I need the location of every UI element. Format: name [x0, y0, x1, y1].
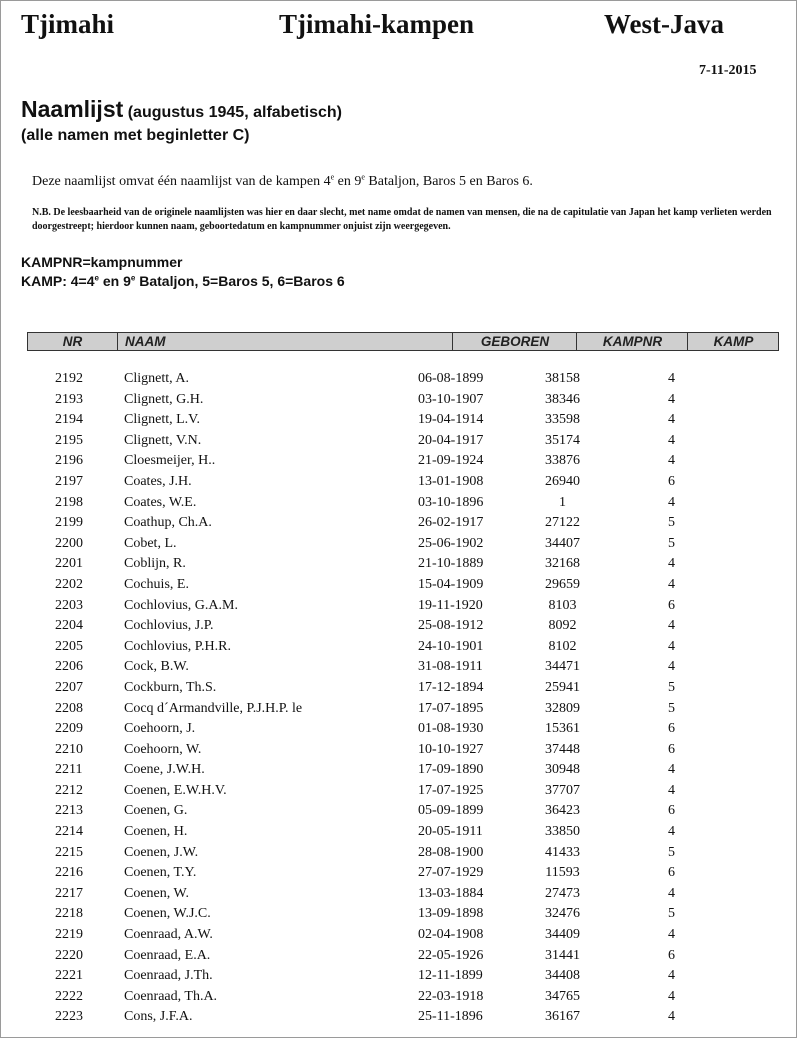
cell-kamp: 4: [668, 638, 675, 654]
cell-nr: 2211: [55, 762, 83, 778]
cell-kampnr: 25941: [545, 679, 580, 695]
cell-kampnr: 34409: [545, 927, 580, 943]
cell-naam: Clignett, V.N.: [124, 432, 202, 448]
cell-geboren: 13-03-1884: [418, 885, 484, 901]
legend-part-2: en 9: [98, 273, 131, 289]
cell-geboren: 28-08-1900: [418, 844, 484, 860]
cell-nr: 2200: [55, 535, 83, 551]
cell-nr: 2197: [55, 473, 83, 489]
cell-geboren: 25-08-1912: [418, 618, 484, 634]
table-row: [1, 659, 797, 680]
cell-kamp: 4: [668, 453, 675, 469]
page-title: [21, 96, 342, 123]
cell-nr: 2204: [55, 618, 83, 634]
table-header: [27, 332, 779, 351]
cell-kamp: 4: [668, 576, 675, 592]
cell-naam: Cock, B.W.: [124, 659, 189, 675]
cell-geboren: 13-09-1898: [418, 906, 484, 922]
table-row: [1, 1009, 797, 1030]
intro-superscript-1: e: [330, 172, 335, 182]
cell-kamp: 4: [668, 824, 675, 840]
table-row: [1, 968, 797, 989]
cell-kampnr: 35174: [545, 432, 580, 448]
table-row: [1, 845, 797, 866]
name-list-table-body: [1, 371, 797, 1030]
cell-nr: 2210: [55, 741, 83, 757]
legend-kamp: [21, 273, 345, 289]
table-row: [1, 371, 797, 392]
cell-nr: 2209: [55, 721, 83, 737]
cell-kampnr: 8102: [548, 638, 577, 654]
table-row: [1, 536, 797, 557]
cell-geboren: 15-04-1909: [418, 576, 484, 592]
cell-kampnr: 8103: [548, 597, 577, 613]
cell-geboren: 26-02-1917: [418, 515, 484, 531]
cell-naam: Clignett, A.: [124, 371, 189, 386]
cell-geboren: 21-09-1924: [418, 453, 484, 469]
intro-part-1: Deze naamlijst omvat één naamlijst van de kampen 4: [32, 174, 331, 189]
intro-text: [32, 174, 533, 190]
table-row: [1, 721, 797, 742]
table-row: [1, 989, 797, 1010]
cell-geboren: 06-08-1899: [418, 371, 484, 386]
cell-kamp: 5: [668, 535, 675, 551]
cell-naam: Cochlovius, G.A.M.: [124, 597, 238, 613]
cell-kampnr: 30948: [545, 762, 580, 778]
cell-naam: Cochlovius, J.P.: [124, 618, 214, 634]
cell-geboren: 02-04-1908: [418, 927, 484, 943]
table-row: [1, 824, 797, 845]
cell-nr: 2213: [55, 803, 83, 819]
cell-nr: 2217: [55, 885, 83, 901]
cell-kamp: 6: [668, 597, 675, 613]
cell-kampnr: 31441: [545, 947, 580, 963]
cell-kamp: 6: [668, 721, 675, 737]
cell-naam: Coenen, H.: [124, 824, 188, 840]
cell-geboren: 01-08-1930: [418, 721, 484, 737]
cell-kamp: 4: [668, 618, 675, 634]
cell-kamp: 5: [668, 700, 675, 716]
cell-nr: 2219: [55, 927, 83, 943]
cell-kampnr: 34765: [545, 988, 580, 1004]
cell-kampnr: 34408: [545, 968, 580, 984]
cell-kamp: 6: [668, 473, 675, 489]
cell-kampnr: 32809: [545, 700, 580, 716]
table-row: [1, 701, 797, 722]
cell-nr: 2193: [55, 391, 83, 407]
cell-naam: Coenen, E.W.H.V.: [124, 782, 227, 798]
column-header-geboren: GEBOREN: [452, 333, 577, 350]
cell-naam: Cons, J.F.A.: [124, 1009, 193, 1025]
cell-kampnr: 34407: [545, 535, 580, 551]
table-row: [1, 598, 797, 619]
intro-part-2: en 9: [334, 174, 362, 189]
table-row: [1, 742, 797, 763]
cell-geboren: 31-08-1911: [418, 659, 483, 675]
page-subtitle: [21, 127, 250, 145]
cell-geboren: 03-10-1896: [418, 494, 484, 510]
cell-naam: Cockburn, Th.S.: [124, 679, 217, 695]
cell-geboren: 05-09-1899: [418, 803, 484, 819]
table-row: [1, 474, 797, 495]
cell-kamp: 4: [668, 391, 675, 407]
cell-naam: Coathup, Ch.A.: [124, 515, 212, 531]
cell-kampnr: 27122: [545, 515, 580, 531]
cell-naam: Coehoorn, J.: [124, 721, 196, 737]
cell-nr: 2196: [55, 453, 83, 469]
cell-kampnr: 38158: [545, 371, 580, 386]
cell-kampnr: 37707: [545, 782, 580, 798]
column-header-kamp: KAMP: [687, 333, 779, 350]
cell-nr: 2198: [55, 494, 83, 510]
cell-naam: Coenraad, Th.A.: [124, 988, 218, 1004]
cell-kampnr: 15361: [545, 721, 580, 737]
cell-kamp: 5: [668, 679, 675, 695]
cell-kampnr: 8092: [548, 618, 577, 634]
cell-nr: 2203: [55, 597, 83, 613]
cell-naam: Coates, W.E.: [124, 494, 197, 510]
cell-kamp: 4: [668, 782, 675, 798]
cell-kamp: 6: [668, 803, 675, 819]
cell-geboren: 17-07-1925: [418, 782, 484, 798]
cell-naam: Coene, J.W.H.: [124, 762, 205, 778]
header-center-title: Tjimahi-kampen: [279, 9, 475, 39]
cell-kamp: 4: [668, 432, 675, 448]
intro-superscript-2: e: [361, 172, 365, 182]
legend-part-1: KAMP: 4=4: [21, 273, 95, 289]
cell-geboren: 12-11-1899: [418, 968, 483, 984]
cell-naam: Coehoorn, W.: [124, 741, 202, 757]
subtitle-prefix: (alle namen met beginletter: [21, 127, 233, 144]
cell-naam: Coenen, T.Y.: [124, 865, 197, 881]
title-main: Naamlijst: [21, 96, 124, 122]
cell-geboren: 17-12-1894: [418, 679, 484, 695]
cell-naam: Cochlovius, P.H.R.: [124, 638, 231, 654]
cell-nr: 2199: [55, 515, 83, 531]
cell-nr: 2216: [55, 865, 83, 881]
cell-nr: 2201: [55, 556, 83, 572]
cell-nr: 2195: [55, 432, 83, 448]
cell-kamp: 4: [668, 412, 675, 428]
cell-nr: 2192: [55, 371, 83, 386]
cell-kampnr: 29659: [545, 576, 580, 592]
cell-nr: 2212: [55, 782, 83, 798]
cell-geboren: 03-10-1907: [418, 391, 484, 407]
cell-kampnr: 32476: [545, 906, 580, 922]
cell-nr: 2215: [55, 844, 83, 860]
cell-geboren: 20-05-1911: [418, 824, 483, 840]
cell-kamp: 4: [668, 885, 675, 901]
cell-geboren: 22-03-1918: [418, 988, 484, 1004]
cell-kampnr: 32168: [545, 556, 580, 572]
title-paren: (augustus 1945, alfabetisch): [127, 104, 343, 121]
cell-naam: Coenen, G.: [124, 803, 188, 819]
document-date: 7-11-2015: [699, 63, 757, 78]
cell-geboren: 27-07-1929: [418, 865, 484, 881]
table-row: [1, 556, 797, 577]
legend-kampnr: KAMPNR=kampnummer: [21, 254, 183, 270]
cell-kamp: 4: [668, 927, 675, 943]
cell-naam: Coblijn, R.: [124, 556, 186, 572]
table-row: [1, 433, 797, 454]
table-row: [1, 639, 797, 660]
cell-kampnr: 36423: [545, 803, 580, 819]
cell-kampnr: 26940: [545, 473, 580, 489]
cell-naam: Coenraad, E.A.: [124, 947, 211, 963]
cell-naam: Coates, J.H.: [124, 473, 192, 489]
cell-kampnr: 37448: [545, 741, 580, 757]
table-row: [1, 680, 797, 701]
cell-kamp: 4: [668, 494, 675, 510]
cell-geboren: 21-10-1889: [418, 556, 484, 572]
table-row: [1, 453, 797, 474]
cell-kampnr: 33876: [545, 453, 580, 469]
cell-geboren: 25-11-1896: [418, 1009, 483, 1025]
cell-kampnr: 33598: [545, 412, 580, 428]
cell-kamp: 5: [668, 515, 675, 531]
cell-naam: Coenen, W.J.C.: [124, 906, 211, 922]
cell-naam: Clignett, L.V.: [124, 412, 200, 428]
cell-geboren: 17-09-1890: [418, 762, 484, 778]
table-row: [1, 762, 797, 783]
cell-kamp: 4: [668, 659, 675, 675]
table-row: [1, 495, 797, 516]
cell-geboren: 17-07-1895: [418, 700, 484, 716]
cell-geboren: 20-04-1917: [418, 432, 484, 448]
cell-kamp: 4: [668, 556, 675, 572]
cell-kampnr: 1: [559, 494, 566, 510]
table-row: [1, 577, 797, 598]
cell-nr: 2218: [55, 906, 83, 922]
cell-nr: 2208: [55, 700, 83, 716]
cell-kamp: 5: [668, 844, 675, 860]
subtitle-letter: C: [232, 127, 245, 144]
cell-naam: Clignett, G.H.: [124, 391, 204, 407]
cell-naam: Coenraad, A.W.: [124, 927, 213, 943]
cell-geboren: 24-10-1901: [418, 638, 484, 654]
header-right-title: West-Java: [604, 9, 724, 39]
cell-naam: Cochuis, E.: [124, 576, 189, 592]
table-row: [1, 515, 797, 536]
column-header-naam: NAAM: [117, 333, 452, 350]
cell-kampnr: 33850: [545, 824, 580, 840]
cell-kamp: 6: [668, 865, 675, 881]
cell-kampnr: 27473: [545, 885, 580, 901]
cell-nr: 2222: [55, 988, 83, 1004]
cell-nr: 2221: [55, 968, 83, 984]
cell-geboren: 19-04-1914: [418, 412, 484, 428]
legend-superscript-1: e: [94, 273, 99, 283]
legend-part-3: Bataljon, 5=Baros 5, 6=Baros 6: [135, 273, 345, 289]
readability-note: N.B. De leesbaarheid van de originele naamlijsten was hier en daar slecht, met name omdat de namen van mensen, die na de capitulatie van Japan het kamp verlieten werden doorgestreept; hierdoor kunnen naam, geboortedatum en kampnummer onjuist zijn weergegeven.: [32, 207, 772, 232]
cell-kampnr: 34471: [545, 659, 580, 675]
cell-naam: Coenen, J.W.: [124, 844, 199, 860]
legend-superscript-2: e: [130, 273, 136, 283]
column-header-nr: NR: [62, 334, 83, 349]
table-row: [1, 618, 797, 639]
cell-kampnr: 38346: [545, 391, 580, 407]
table-row: [1, 865, 797, 886]
cell-nr: 2202: [55, 576, 83, 592]
table-row: [1, 803, 797, 824]
cell-geboren: 22-05-1926: [418, 947, 484, 963]
cell-naam: Cloesmeijer, H..: [124, 453, 216, 469]
cell-nr: 2223: [55, 1009, 83, 1025]
table-row: [1, 948, 797, 969]
cell-kampnr: 11593: [545, 865, 580, 881]
cell-naam: Coenen, W.: [124, 885, 189, 901]
cell-kampnr: 41433: [545, 844, 580, 860]
cell-nr: 2194: [55, 412, 83, 428]
table-row: [1, 886, 797, 907]
table-row: [1, 783, 797, 804]
cell-geboren: 25-06-1902: [418, 535, 484, 551]
cell-kamp: 4: [668, 1009, 675, 1025]
cell-nr: 2207: [55, 679, 83, 695]
cell-geboren: 19-11-1920: [418, 597, 483, 613]
cell-naam: Cobet, L.: [124, 535, 177, 551]
table-row: [1, 412, 797, 433]
cell-naam: Coenraad, J.Th.: [124, 968, 213, 984]
cell-nr: 2214: [55, 824, 83, 840]
cell-kamp: 6: [668, 947, 675, 963]
cell-kamp: 4: [668, 371, 675, 386]
cell-kamp: 5: [668, 906, 675, 922]
cell-kamp: 4: [668, 762, 675, 778]
cell-nr: 2220: [55, 947, 83, 963]
cell-nr: 2205: [55, 638, 83, 654]
table-row: [1, 927, 797, 948]
column-header-kampnr: KAMPNR: [576, 333, 688, 350]
header-left-title: Tjimahi: [21, 9, 115, 39]
intro-part-3: Bataljon, Baros 5 en Baros 6.: [364, 174, 533, 189]
subtitle-suffix: ): [244, 127, 250, 144]
table-row: [1, 392, 797, 413]
cell-kampnr: 36167: [545, 1009, 580, 1025]
cell-kamp: 4: [668, 968, 675, 984]
cell-nr: 2206: [55, 659, 83, 675]
cell-geboren: 13-01-1908: [418, 473, 484, 489]
cell-kamp: 4: [668, 988, 675, 1004]
cell-naam: Cocq d´Armandville, P.J.H.P. le: [124, 700, 303, 716]
cell-geboren: 10-10-1927: [418, 741, 484, 757]
cell-kamp: 6: [668, 741, 675, 757]
table-row: [1, 906, 797, 927]
